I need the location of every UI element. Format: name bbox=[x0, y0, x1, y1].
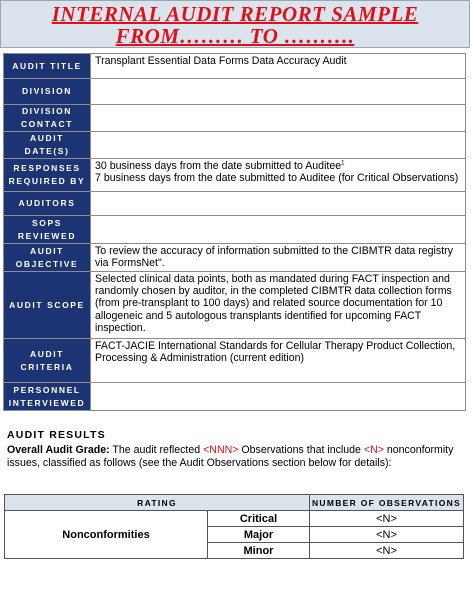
division-contact-label: DIVISION CONTACT bbox=[4, 105, 91, 132]
info-row bbox=[4, 79, 466, 105]
division-contact-value bbox=[91, 105, 466, 132]
info-row bbox=[4, 105, 466, 132]
audit-dates-label: AUDIT DATE(S) bbox=[4, 132, 91, 159]
severity-critical: Critical bbox=[208, 511, 310, 527]
grade-text-3: nonconformity issues, classified as follows (see the Audit Observations section below for details): bbox=[7, 444, 454, 469]
personnel-interviewed-value bbox=[91, 383, 466, 411]
grade-text-1: The audit reflected bbox=[112, 444, 201, 456]
overall-grade-text bbox=[7, 444, 462, 469]
responses-required-value bbox=[91, 159, 466, 192]
info-row bbox=[4, 272, 466, 339]
rating-table bbox=[4, 494, 464, 559]
audit-criteria-value: FACT-JACIE International Standards for Cellular Therapy Product Collection, Processing & Administration (current edition) bbox=[91, 339, 466, 383]
info-row bbox=[4, 54, 466, 79]
audit-results-heading: AUDIT RESULTS bbox=[7, 429, 106, 441]
sops-reviewed-label: SOPS REVIEWED bbox=[4, 216, 91, 244]
audit-scope-label: AUDIT SCOPE bbox=[4, 272, 91, 339]
rating-column-header: RATING bbox=[5, 495, 310, 511]
sops-reviewed-value bbox=[91, 216, 466, 244]
nonconformities-category: Nonconformities bbox=[5, 511, 208, 559]
auditors-label: AUDITORS bbox=[4, 192, 91, 216]
info-row bbox=[4, 244, 466, 272]
info-row bbox=[4, 132, 466, 159]
report-period: FROM……… TO ………. bbox=[115, 24, 355, 48]
observations-column-header: NUMBER OF OBSERVATIONS bbox=[310, 495, 464, 511]
table-row bbox=[5, 511, 464, 527]
report-title: INTERNAL AUDIT REPORT SAMPLE bbox=[51, 2, 419, 26]
personnel-interviewed-label: PERSONNEL INTERVIEWED bbox=[4, 383, 91, 411]
count-major: <N> bbox=[310, 527, 464, 543]
audit-objective-label: AUDIT OBJECTIVE bbox=[4, 244, 91, 272]
grade-label: Overall Audit Grade: bbox=[7, 444, 110, 456]
audit-objective-value: To review the accuracy of information submitted to the CIBMTR data registry via FormsNet". bbox=[91, 244, 466, 272]
grade-text-2: Observations that include bbox=[241, 444, 361, 456]
severity-major: Major bbox=[208, 527, 310, 543]
count-minor: <N> bbox=[310, 543, 464, 559]
audit-title-value: Transplant Essential Data Forms Data Accuracy Audit bbox=[91, 54, 466, 79]
audit-title-label: AUDIT TITLE bbox=[4, 54, 91, 79]
info-row bbox=[4, 192, 466, 216]
info-row bbox=[4, 216, 466, 244]
audit-dates-value bbox=[91, 132, 466, 159]
audit-info-table bbox=[3, 53, 466, 411]
info-row bbox=[4, 339, 466, 383]
response-deadline-critical: 7 business days from the date submitted to Auditee (for Critical Observations) bbox=[95, 172, 459, 185]
footnote-marker: 1 bbox=[341, 160, 345, 167]
observations-placeholder: <NNN> bbox=[203, 444, 239, 456]
info-row bbox=[4, 383, 466, 411]
division-label: DIVISION bbox=[4, 79, 91, 105]
audit-scope-value: Selected clinical data points, both as mandated during FACT inspection and randomly chosen by auditor, in the completed CIBMTR data collection forms (from pre-transplant to 100 days) and related source documentation for 10 allogeneic and 5 autologous transplants identified for upcoming FACT inspection. bbox=[91, 272, 466, 339]
response-deadline-standard: 30 business days from the date submitted to Auditee bbox=[95, 160, 342, 172]
audit-criteria-label: AUDIT CRITERIA bbox=[4, 339, 91, 383]
division-value bbox=[91, 79, 466, 105]
count-critical: <N> bbox=[310, 511, 464, 527]
report-header bbox=[0, 0, 470, 48]
info-row bbox=[4, 159, 466, 192]
responses-required-label: RESPONSES REQUIRED BY bbox=[4, 159, 91, 192]
nonconformity-placeholder: <N> bbox=[363, 444, 384, 456]
severity-minor: Minor bbox=[208, 543, 310, 559]
auditors-value bbox=[91, 192, 466, 216]
